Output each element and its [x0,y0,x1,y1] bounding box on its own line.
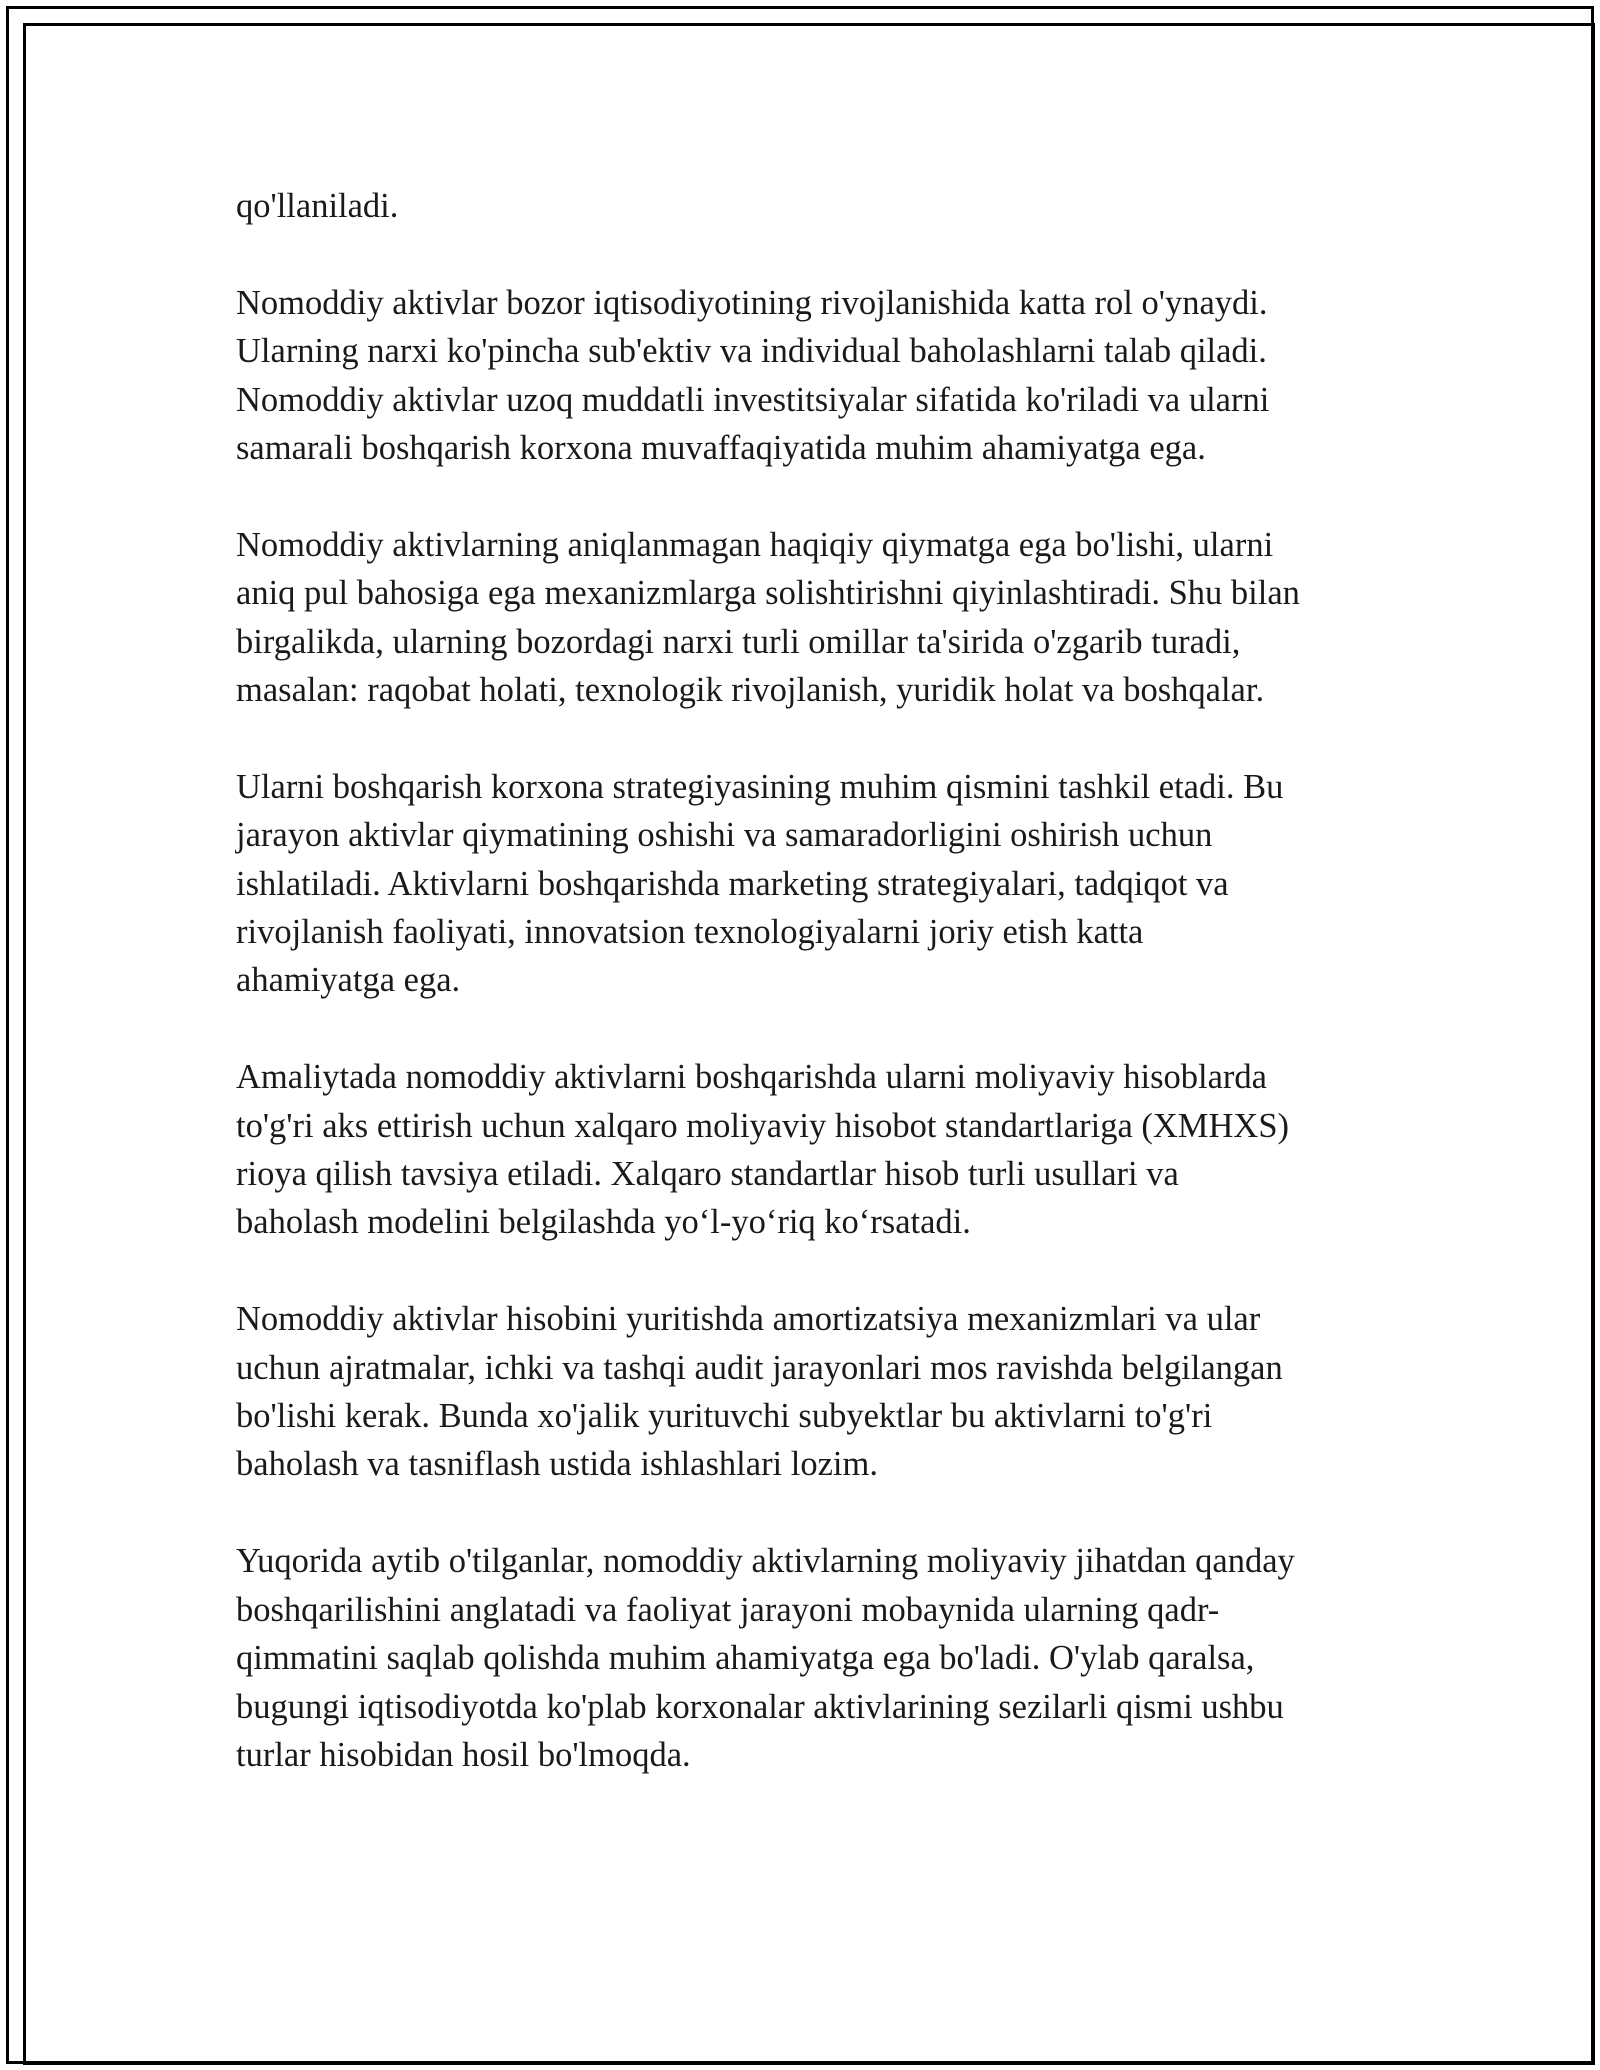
paragraph-line: bugungi iqtisodiyotda ko'plab korxonalar aktivlarining sezilarli qismi ushbu [236,1687,1284,1726]
paragraph-line: birgalikda, ularning bozordagi narxi turli omillar ta'sirida o'zgarib turadi, [236,622,1241,661]
paragraph-6 [236,1295,1376,1489]
paragraph-line: qo'llaniladi. [236,187,399,225]
paragraph-line: samarali boshqarish korxona muvaffaqiyatida muhim ahamiyatga ega. [236,429,1206,468]
paragraph-line: turlar hisobidan hosil bo'lmoqda. [236,1735,691,1774]
paragraph-2 [236,279,1376,473]
paragraph-line: Ularning narxi ko'pincha sub'ektiv va individual baholashlarni talab qiladi. [236,332,1267,371]
paragraph-line: Ularni boshqarish korxona strategiyasining muhim qismini tashkil etadi. Bu [236,767,1284,806]
paragraph-line: uchun ajratmalar, ichki va tashqi audit jarayonlari mos ravishda belgilangan [236,1348,1283,1387]
paragraph-line: qimmatini saqlab qolishda muhim ahamiyatga ega bo'ladi. O'ylab qaralsa, [236,1639,1255,1678]
paragraph-line: rivojlanish faoliyati, innovatsion texnologiyalarni joriy etish katta [236,913,1144,952]
paragraph-line: aniq pul bahosiga ega mexanizmlarga solishtirishni qiyinlashtiradi. Shu bilan [236,574,1300,613]
paragraph-line: masalan: raqobat holati, texnologik rivojlanish, yuridik holat va boshqalar. [236,671,1265,710]
paragraph-5 [236,1053,1376,1247]
paragraph-line: Nomoddiy aktivlar bozor iqtisodiyotining rivojlanishida katta rol o'ynaydi. [236,283,1268,322]
paragraph-line: ishlatiladi. Aktivlarni boshqarishda marketing strategiyalari, tadqiqot va [236,864,1229,903]
paragraph-4 [236,763,1376,1005]
paragraph-1 [236,182,1376,230]
document-body [236,182,1376,1828]
paragraph-line: to'g'ri aks ettirish uchun xalqaro moliyaviy hisobot standartlariga (XMHXS) [236,1106,1289,1145]
paragraph-line: boshqarilishini anglatadi va faoliyat jarayoni mobaynida ularning qadr- [236,1590,1220,1629]
paragraph-line: Yuqorida aytib o'tilganlar, nomoddiy aktivlarning moliyaviy jihatdan qanday [236,1542,1295,1581]
paragraph-line: baholash va tasniflash ustida ishlashlari lozim. [236,1445,878,1484]
paragraph-line: Nomoddiy aktivlar hisobini yuritishda amortizatsiya mexanizmlari va ular [236,1300,1261,1339]
paragraph-line: ahamiyatga ega. [236,961,461,1000]
paragraph-line: Nomoddiy aktivlar uzoq muddatli investitsiyalar sifatida ko'riladi va ularni [236,380,1270,419]
paragraph-line: jarayon aktivlar qiymatining oshishi va samaradorligini oshirish uchun [236,816,1213,855]
paragraph-line: Amaliytada nomoddiy aktivlarni boshqarishda ularni moliyaviy hisoblarda [236,1058,1267,1097]
paragraph-3 [236,521,1376,715]
paragraph-line: Nomoddiy aktivlarning aniqlanmagan haqiqiy qiymatga ega bo'lishi, ularni [236,525,1274,564]
paragraph-7 [236,1537,1376,1779]
paragraph-line: baholash modelini belgilashda yo‘l-yo‘riq ko‘rsatadi. [236,1203,971,1242]
paragraph-line: bo'lishi kerak. Bunda xo'jalik yurituvchi subyektlar bu aktivlarni to'g'ri [236,1397,1213,1436]
paragraph-line: rioya qilish tavsiya etiladi. Xalqaro standartlar hisob turli usullari va [236,1155,1179,1194]
